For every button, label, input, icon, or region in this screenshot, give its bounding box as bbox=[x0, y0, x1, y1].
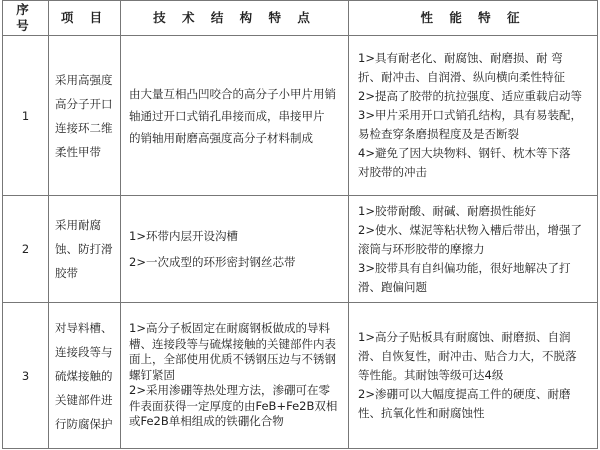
text-line: 蚀、防打滑 bbox=[55, 242, 113, 256]
text-line: 滑、跑偏问题 bbox=[358, 279, 427, 294]
text-line: 对导料槽、 bbox=[55, 320, 113, 335]
text-line: 2>一次成型的环形密封钢丝芯带 bbox=[129, 255, 296, 269]
row-perf bbox=[349, 303, 598, 449]
text-line: 滑、自恢复性，耐冲击、贴合力大，不脱落 bbox=[358, 349, 577, 363]
text-line: 1>环带内层开设沟槽 bbox=[129, 229, 238, 243]
text-line: 2>渗硼可以大幅度提高工件的硬度、耐磨 bbox=[358, 387, 571, 401]
text-line: 高分子开口 bbox=[55, 96, 113, 111]
row-tech bbox=[121, 303, 349, 449]
header-item: 项 目 bbox=[49, 1, 121, 36]
text-line: 轴通过开口式销孔串接而成，串接甲片 bbox=[129, 108, 325, 123]
text-line: 螺钉紧固 bbox=[129, 367, 175, 382]
row-item bbox=[49, 303, 121, 449]
header-tech: 技 术 结 构 特 点 bbox=[121, 1, 349, 36]
spec-table bbox=[2, 0, 598, 449]
header-row bbox=[3, 1, 598, 36]
text-line: 连接环二维 bbox=[55, 120, 113, 135]
row-no: 2 bbox=[3, 196, 49, 303]
text-line: 对胶带的冲击 bbox=[358, 165, 427, 179]
text-line: 连接段等与 bbox=[55, 344, 113, 359]
text-line: 件表面获得一定厚度的由FeB+Fe2B双相 bbox=[129, 398, 338, 413]
text-line: 性、抗氧化性和耐腐蚀性 bbox=[358, 406, 485, 420]
text-line: 易检查穿条磨损程度及是否断裂 bbox=[358, 127, 519, 141]
text-line: 2>使水、煤泥等粘状物入槽后带出，增强了 bbox=[358, 222, 582, 237]
text-line: 或Fe2B单相组成的铁硼化合物 bbox=[129, 414, 284, 429]
text-line: 关键部件进 bbox=[55, 392, 113, 407]
text-line: 胶带 bbox=[55, 266, 78, 280]
text-line: 采用高强度 bbox=[55, 72, 113, 87]
text-line: 滚筒与环形胶带的摩擦力 bbox=[358, 241, 485, 256]
text-line: 槽、连接段等与硫煤接触的关键部件内表 bbox=[129, 336, 336, 351]
text-line: 由大量互相凸凹咬合的高分子小甲片用销 bbox=[129, 86, 336, 101]
text-line: 4>避免了因大块物料、钢钎、枕木等下落 bbox=[358, 146, 571, 160]
row-item bbox=[49, 196, 121, 303]
text-line: 1>高分子贴板具有耐腐蚀、耐磨损、自润 bbox=[358, 330, 571, 344]
header-no: 序 号 bbox=[3, 1, 49, 36]
row-no: 1 bbox=[3, 36, 49, 196]
text-line: 行防腐保护 bbox=[55, 416, 113, 431]
text-line: 3>胶带具有自纠偏功能，很好地解决了打 bbox=[358, 260, 571, 275]
text-line: 2>采用渗硼等热处理方法，渗硼可在零 bbox=[129, 383, 330, 398]
row-item bbox=[49, 36, 121, 196]
row-perf bbox=[349, 36, 598, 196]
table-row bbox=[3, 303, 598, 449]
table-row bbox=[3, 36, 598, 196]
header-perf: 性 能 特 征 bbox=[349, 1, 598, 36]
text-line: 等性能。其耐蚀等级可达4级 bbox=[358, 368, 504, 382]
text-line: 3>甲片采用开口式销孔结构，具有易装配， bbox=[358, 108, 582, 122]
row-no: 3 bbox=[3, 303, 49, 449]
text-line: 面上，全部使用优质不锈钢压边与不锈钢 bbox=[129, 352, 336, 367]
text-line: 1>胶带耐酸、耐碱、耐磨损性能好 bbox=[358, 203, 536, 218]
text-line: 采用耐腐 bbox=[55, 218, 101, 232]
text-line: 1>高分子板固定在耐腐钢板做成的导料 bbox=[129, 321, 330, 336]
text-line: 的销轴用耐磨高强度高分子材料制成 bbox=[129, 130, 313, 145]
text-line: 柔性甲带 bbox=[55, 144, 101, 159]
row-tech bbox=[121, 36, 349, 196]
text-line: 硫煤接触的 bbox=[55, 368, 113, 383]
table-row bbox=[3, 196, 598, 303]
row-perf bbox=[349, 196, 598, 303]
text-line: 折、耐冲击、自润滑、纵向横向柔性特征 bbox=[358, 70, 565, 84]
text-line: 2>提高了胶带的抗拉强度、适应重载启动等 bbox=[358, 89, 582, 103]
row-tech bbox=[121, 196, 349, 303]
text-line: 1>具有耐老化、耐腐蚀、耐磨损、耐 弯 bbox=[358, 51, 563, 65]
